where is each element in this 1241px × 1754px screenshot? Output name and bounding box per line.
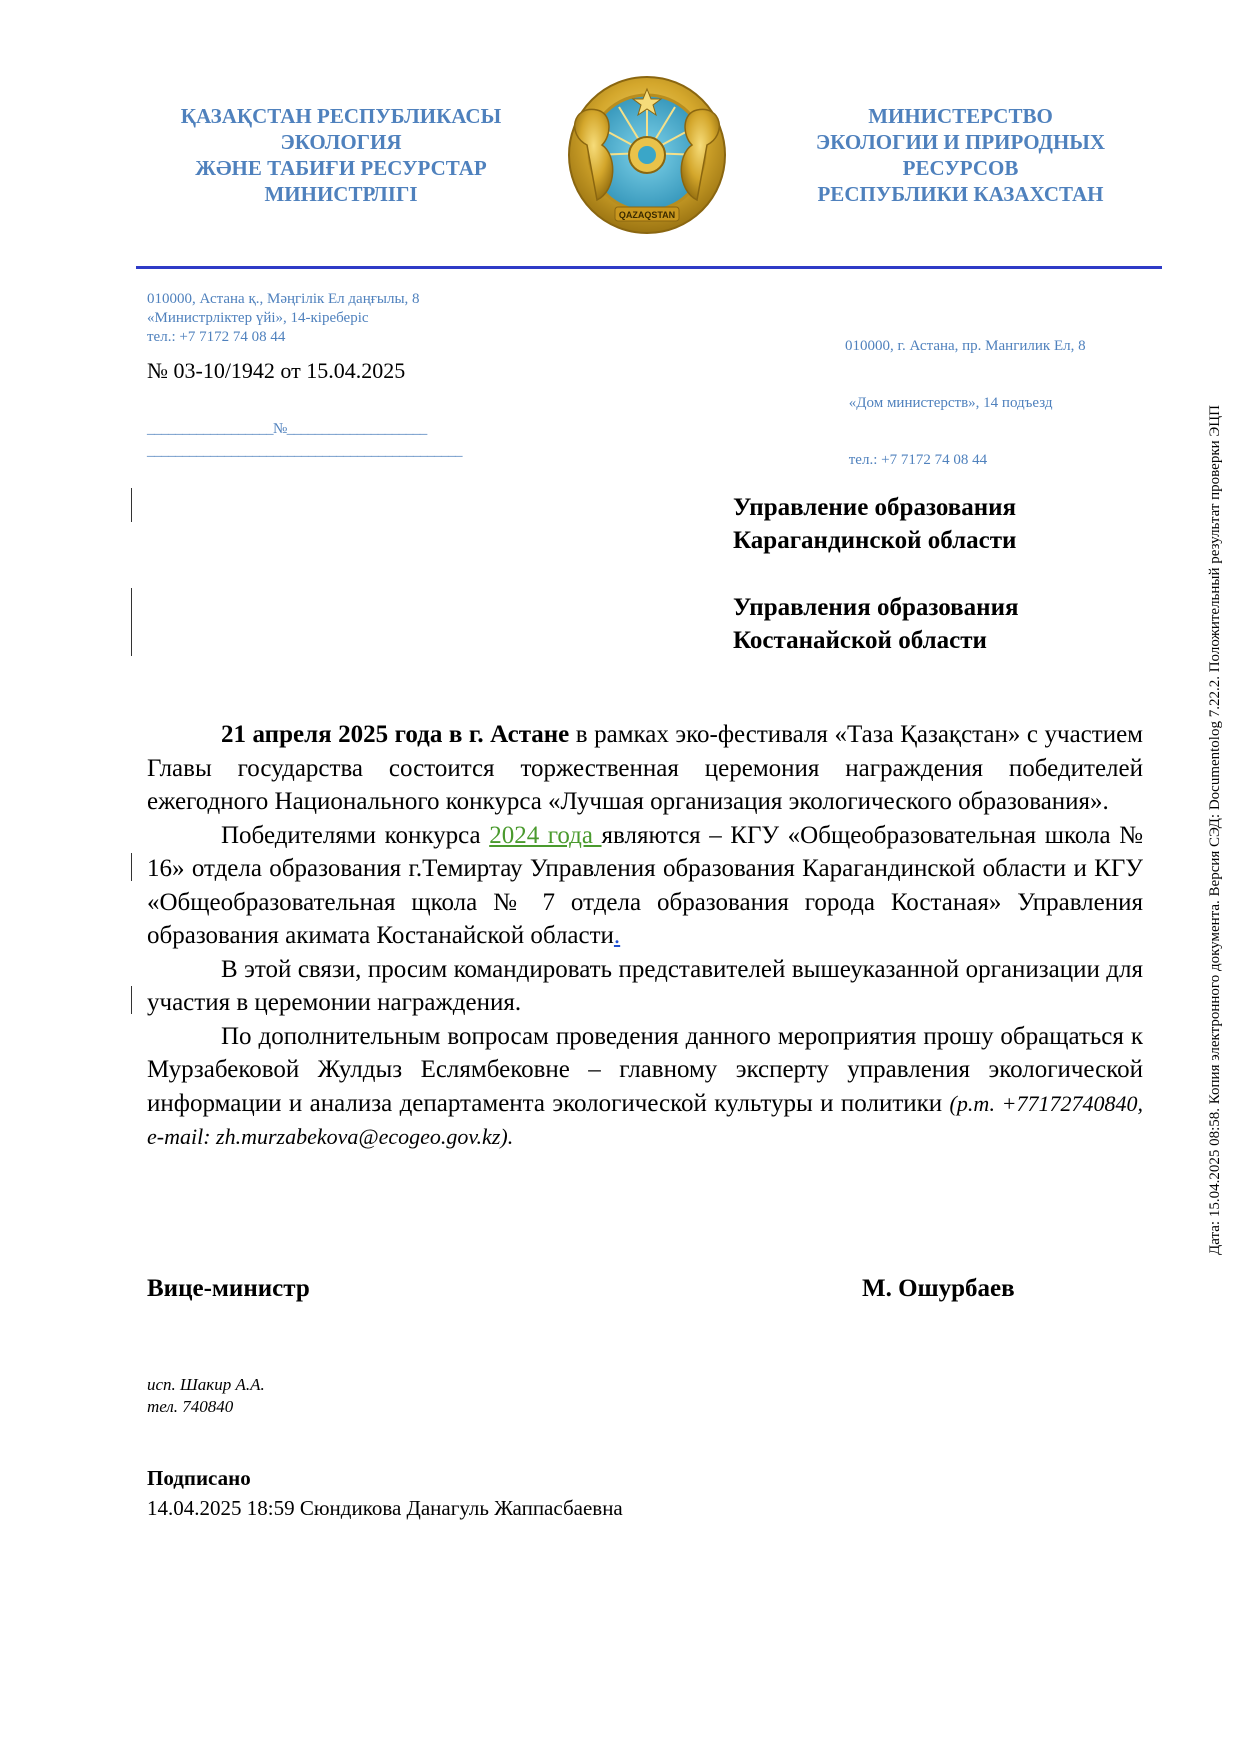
ecp-side-note: Дата: 15.04.2025 08:58. Копия электронного документа. Версия СЭД: Documentolog 7.22.2. Положительный результат проверки ЭЦП bbox=[1207, 405, 1223, 1255]
addressee-line: Костанайской области bbox=[733, 627, 987, 654]
address-line: «Дом министерств», 14 подъезд bbox=[845, 395, 1053, 411]
body-paragraph bbox=[147, 1020, 1143, 1154]
body-text: в рамках эко-фестиваля «Таза Қазақстан» с участием Главы государства состоится торжественная церемония награждения победителей ежегодного Национального конкурса «Лучшая организация экологического образования». bbox=[147, 721, 1143, 815]
header-right-line: МИНИСТЕРСТВО bbox=[868, 104, 1053, 128]
letter-body bbox=[147, 718, 1143, 1154]
body-text: являются – КГУ «Общеобразовательная школа № 16» отдела образования г.Темиртау Управления образования Карагандинской области и КГУ «Общеобразовательная щкола № 7 отдела образования города Костаная» Управления образования акимата Костанайской области bbox=[147, 821, 1143, 949]
blank-field: __________________№____________________ bbox=[147, 421, 427, 437]
body-paragraph bbox=[147, 718, 1143, 819]
body-text: По дополнительным вопросам проведения данного мероприятия прошу обращаться к Мурзабековой Жулдыз Еслямбековне – главному эксперту управления экологической информации и анализа департамента экологической культуры и политики bbox=[147, 1022, 1143, 1117]
margin-marker bbox=[131, 488, 132, 522]
addressee-line: Карагандинской области bbox=[733, 527, 1017, 554]
addressee-karaganda bbox=[733, 491, 1016, 557]
executor-line: тел. 740840 bbox=[147, 1397, 234, 1416]
margin-marker bbox=[131, 588, 132, 656]
address-right bbox=[845, 299, 1086, 489]
blank-field: _____________________________________________ bbox=[147, 443, 462, 459]
registration-number: № 03-10/1942 от 15.04.2025 bbox=[147, 358, 406, 383]
address-line: «Министрліктер үйі», 14-кіреберіс bbox=[147, 310, 369, 326]
header-right-title bbox=[777, 103, 1144, 207]
address-line: 010000, г. Астана, пр. Мангилик Ел, 8 bbox=[845, 338, 1086, 354]
signed-label: Подписано bbox=[147, 1466, 251, 1490]
blank-fields bbox=[147, 418, 462, 462]
header-separator bbox=[136, 266, 1162, 269]
addressee-line: Управление образования bbox=[733, 494, 1017, 521]
header-right-line: РЕСУРСОВ bbox=[902, 156, 1019, 180]
state-emblem bbox=[557, 75, 737, 237]
body-paragraph bbox=[147, 953, 1143, 1020]
year-highlight: 2024 года bbox=[489, 821, 602, 849]
body-text-end: . bbox=[613, 922, 621, 949]
signatory-position: Вице-министр bbox=[147, 1275, 310, 1302]
executor-line: исп. Шакир А.А. bbox=[147, 1375, 265, 1394]
signatory-name: М. Ошурбаев bbox=[862, 1275, 1015, 1302]
body-paragraph bbox=[147, 819, 1143, 953]
addressee-kostanay bbox=[733, 591, 1019, 657]
body-text: Победителями конкурса bbox=[221, 821, 490, 849]
margin-marker bbox=[131, 986, 132, 1014]
address-line: тел.: +7 7172 74 08 44 bbox=[845, 452, 988, 468]
executor-info bbox=[147, 1374, 265, 1418]
margin-marker bbox=[131, 853, 132, 881]
emblem-text: QAZAQSTAN bbox=[618, 210, 676, 220]
header-left-line: МИНИСТРЛІГІ bbox=[264, 182, 418, 206]
header-right-line: ЭКОЛОГИИ И ПРИРОДНЫХ bbox=[815, 130, 1106, 154]
header-left-line: ЭКОЛОГИЯ bbox=[280, 130, 402, 154]
signed-info: 14.04.2025 18:59 Сюндикова Данагуль Жаппасбаевна bbox=[147, 1496, 623, 1520]
emblem-icon bbox=[557, 75, 737, 237]
address-line: 010000, Астана қ., Мәңгілік Ел даңғылы, 8 bbox=[147, 291, 420, 307]
header-left-title bbox=[150, 103, 532, 207]
address-line: тел.: +7 7172 74 08 44 bbox=[147, 329, 286, 345]
body-text: В этой связи, просим командировать представителей вышеуказанной организации для участия в церемонии награждения. bbox=[147, 955, 1143, 1016]
header-left-line: ЖӘНЕ ТАБИҒИ РЕСУРСТАР bbox=[195, 156, 487, 180]
header-left-line: ҚАЗАҚСТАН РЕСПУБЛИКАСЫ bbox=[180, 104, 502, 128]
address-left bbox=[147, 290, 420, 347]
header-right-line: РЕСПУБЛИКИ КАЗАХСТАН bbox=[817, 182, 1104, 206]
event-date-location: 21 апреля 2025 года в г. Астане bbox=[221, 721, 570, 748]
contact-details: (р.т. +77172740840, e-mail: zh.murzabekova@ecogeo.gov.kz). bbox=[147, 1090, 1144, 1149]
addressee-line: Управления образования bbox=[733, 594, 1019, 621]
